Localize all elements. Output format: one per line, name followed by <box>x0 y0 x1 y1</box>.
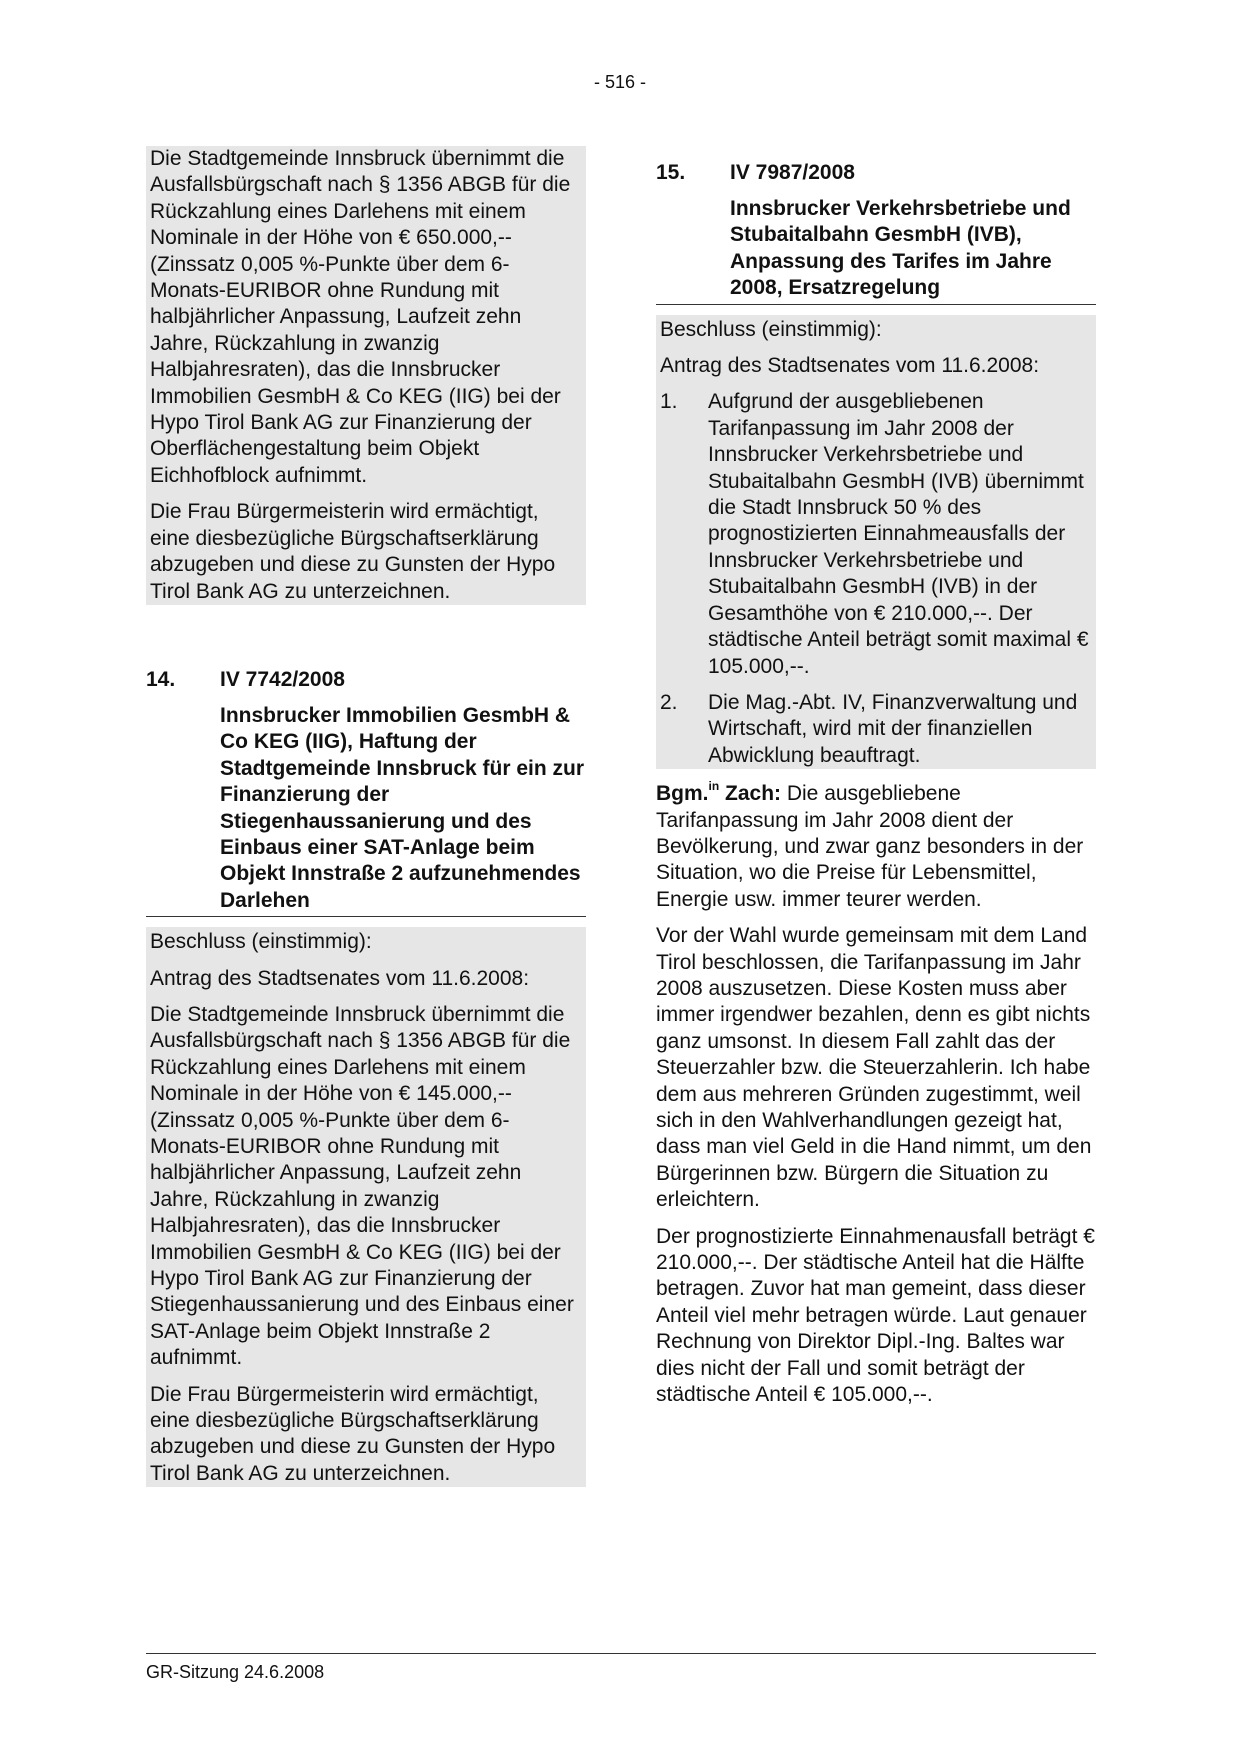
left-column <box>146 146 586 1487</box>
item-title: Innsbrucker Verkehrsbetriebe und Stubaitalbahn GesmbH (IVB), Anpassung des Tarifes im Jahre 2008, Ersatzregelung <box>656 196 1096 305</box>
speech-text: Die ausgebliebene Tarifanpassung im Jahr 2008 dient der Bevölkerung, und zwar ganz besonders in der Situation, wo die Preise für Lebensmittel, Energie usw. immer teurer werden. <box>656 782 1084 911</box>
list-number: 2. <box>660 690 678 714</box>
list-number: 1. <box>660 390 678 414</box>
speaker-name: Zach: <box>719 782 782 806</box>
list-text: Die Mag.-Abt. IV, Finanzverwaltung und Wirtschaft, wird mit der finanziellen Abwicklung beauftragt. <box>708 690 1078 767</box>
agenda-item-14-header <box>146 667 586 693</box>
item-title: Innsbrucker Immobilien GesmbH & Co KEG (IIG), Haftung der Stadtgemeinde Innsbruck für ein zur Finanzierung der Stiegenhaussanierung und des Einbaus einer SAT-Anlage beim Objekt Innstraße 2 aufzunehmendes Darlehen <box>146 703 586 917</box>
list-item <box>660 389 1092 679</box>
item-reference: IV 7987/2008 <box>730 161 855 184</box>
right-column <box>656 160 1096 1408</box>
resolution-block-14 <box>146 927 586 1487</box>
resolution-paragraph: Die Stadtgemeinde Innsbruck übernimmt die Ausfallsbürgschaft nach § 1356 ABGB für die Rückzahlung eines Darlehens mit einem Nominale in der Höhe von € 650.000,-- (Zinssatz 0,005 %-Punkte über dem 6-Monats-EURIBOR ohne Rundung mit halbjährlicher Anpassung, Laufzeit zehn Jahre, Rückzahlung in zwanzig Halbjahresraten), das die Innsbrucker Immobilien GesmbH & Co KEG (IIG) bei der Hypo Tirol Bank AG zur Finanzierung der Oberflächengestaltung beim Objekt Eichhofblock aufnimmt. <box>150 147 571 487</box>
resolution-paragraph: Die Frau Bürgermeisterin wird ermächtigt, eine diesbezügliche Bürgschaftserklärung abzugeben und diese zu Gunsten der Hypo Tirol Bank AG zu unterzeichnen. <box>150 500 556 603</box>
page-footer: GR-Sitzung 24.6.2008 <box>146 1653 1096 1683</box>
speaker-title-sup: in <box>708 779 720 794</box>
item-number: 15. <box>656 161 686 184</box>
item-reference: IV 7742/2008 <box>220 667 345 691</box>
speaker-title: Bgm. <box>656 782 709 806</box>
page-number: - 516 - <box>593 72 647 92</box>
debate-section <box>656 781 1096 1408</box>
resolution-paragraph: Die Stadtgemeinde Innsbruck übernimmt die Ausfallsbürgschaft nach § 1356 ABGB für die Rückzahlung eines Darlehens mit einem Nominale in der Höhe von € 145.000,-- (Zinssatz 0,005 %-Punkte über dem 6-Monats-EURIBOR ohne Rundung mit halbjährlicher Anpassung, Laufzeit zehn Jahre, Rückzahlung in zwanzig Halbjahresraten), das die Innsbrucker Immobilien GesmbH & Co KEG (IIG) bei der Hypo Tirol Bank AG zur Finanzierung der Stiegenhaussanierung und des Einbaus einer SAT-Anlage beim Objekt Innstraße 2 aufnimmt. <box>150 1002 574 1370</box>
agenda-item-15-header <box>656 160 1096 186</box>
speech-paragraph: Der prognostizierte Einnahmenausfall beträgt € 210.000,--. Der städtische Anteil hat die Hälfte betragen. Zuvor hat man gemeint, dass dieser Anteil viel mehr betragen würde. Laut genauer Rechnung von Direktor Dipl.-Ing. Baltes war dies nicht der Fall und somit beträgt der städtische Anteil € 105.000,--. <box>656 1224 1095 1407</box>
resolution-block-15 <box>656 315 1096 770</box>
beschluss-label: Beschluss (einstimmig): <box>660 317 882 341</box>
speech-paragraph <box>656 781 1096 913</box>
resolution-paragraph: Die Frau Bürgermeisterin wird ermächtigt, eine diesbezügliche Bürgschaftserklärung abzugeben und diese zu Gunsten der Hypo Tirol Bank AG zu unterzeichnen. <box>150 1382 556 1485</box>
resolution-block-13-end <box>146 146 586 605</box>
item-number: 14. <box>146 667 176 691</box>
antrag-label: Antrag des Stadtsenates vom 11.6.2008: <box>660 354 1040 378</box>
antrag-label: Antrag des Stadtsenates vom 11.6.2008: <box>150 966 530 990</box>
list-text: Aufgrund der ausgebliebenen Tarifanpassung im Jahr 2008 der Innsbrucker Verkehrsbetriebe und Stubaitalbahn GesmbH (IVB) übernimmt die Stadt Innsbruck 50 % des prognostizierten Einnahmeausfalls der Innsbrucker Verkehrsbetriebe und Stubaitalbahn GesmbH (IVB) in der Gesamthöhe von € 210.000,--. Der städtische Anteil beträgt somit maximal € 105.000,--. <box>708 390 1089 678</box>
speaker-label <box>656 779 782 806</box>
speech-paragraph: Vor der Wahl wurde gemeinsam mit dem Land Tirol beschlossen, die Tarifanpassung im Jahr 2008 auszusetzen. Diese Kosten muss aber immer irgendwer bezahlen, denn es gibt nichts ganz umsonst. In diesem Fall zahlt das der Steuerzahler bzw. die Steuerzahlerin. Ich habe dem aus mehreren Gründen zugestimmt, weil sich in den Wahlverhandlungen gezeigt hat, dass man viel Geld in die Hand nimmt, um den Bürgerinnen bzw. Bürgern die Situation zu erleichtern. <box>656 924 1092 1212</box>
list-item <box>660 690 1092 769</box>
beschluss-label: Beschluss (einstimmig): <box>150 930 372 954</box>
